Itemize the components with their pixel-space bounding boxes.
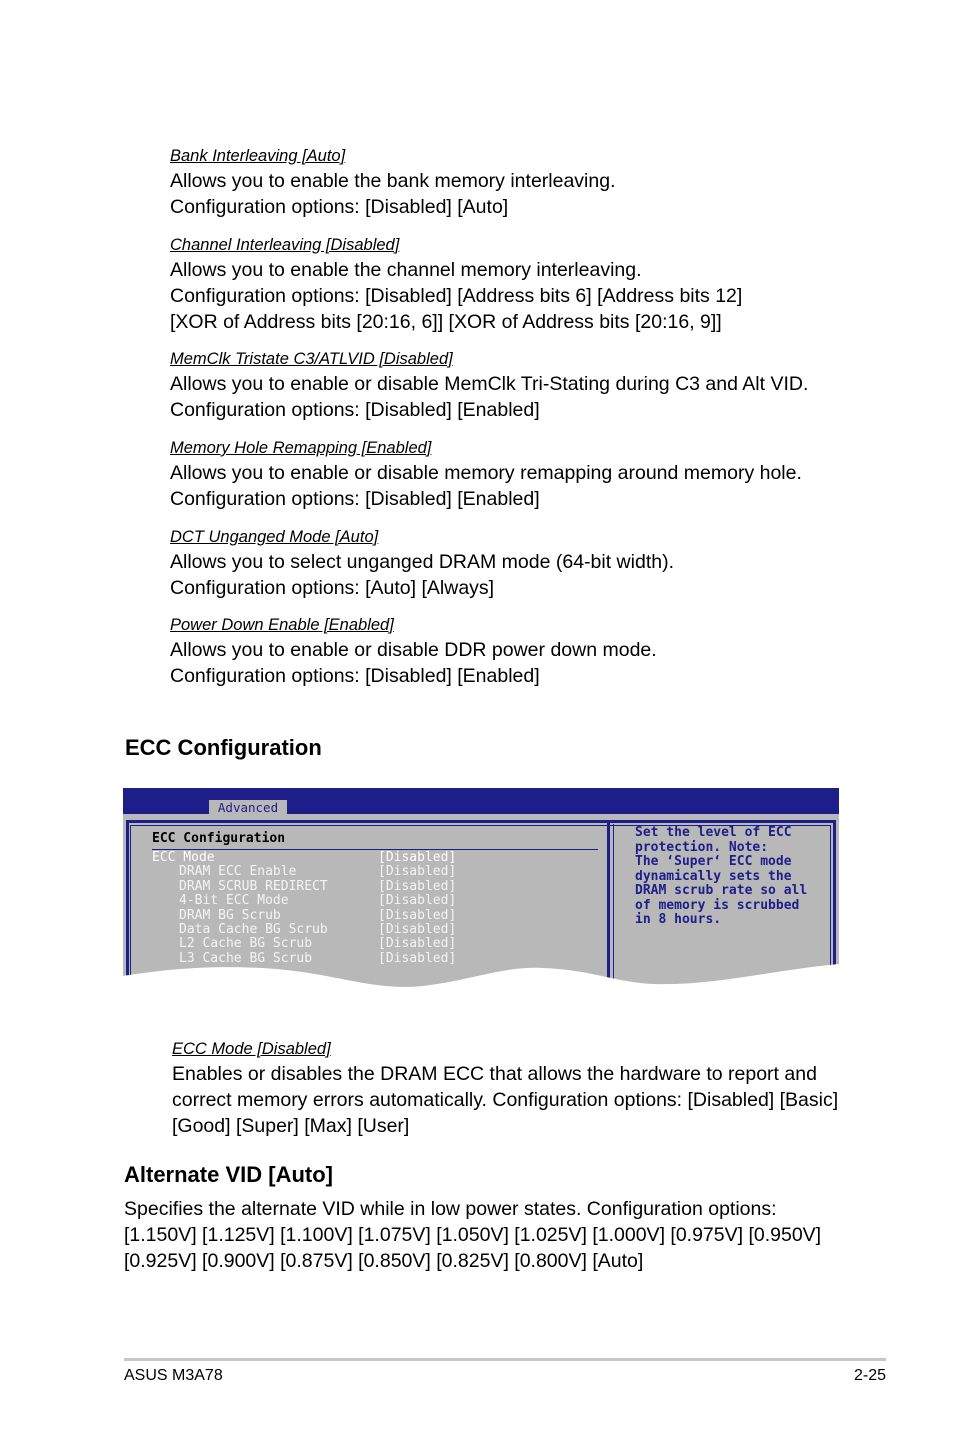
setting-value: [Disabled] — [378, 864, 457, 880]
setting-value: [Disabled] — [378, 850, 457, 865]
option-description: Allows you to select unganged DRAM mode (64-bit width). Configuration options: [Auto] [Always] — [170, 551, 674, 599]
bios-setting-data-cache-bg-scrub[interactable] — [152, 923, 592, 937]
bios-screenshot — [123, 788, 839, 1010]
bios-setting-ecc-mode[interactable] — [152, 851, 592, 865]
setting-label: DRAM ECC Enable — [179, 864, 297, 880]
option-dct-unganged-mode — [170, 527, 870, 601]
option-description: Allows you to enable or disable MemClk Tri-Stating during C3 and Alt VID. Configuration options: [Disabled] [Enabled] — [170, 373, 809, 421]
option-channel-interleaving — [170, 235, 870, 335]
footer-page-number: 2-25 — [853, 1367, 886, 1384]
setting-value: [Disabled] — [378, 950, 457, 966]
setting-label: L3 Cache BG Scrub — [179, 950, 313, 966]
bios-setting-dram-bg-scrub[interactable] — [152, 909, 592, 923]
option-title: Memory Hole Remapping [Enabled] — [170, 439, 432, 457]
option-title: Bank Interleaving [Auto] — [170, 147, 346, 165]
option-memory-hole-remapping — [170, 438, 870, 512]
alternate-vid-description: Specifies the alternate VID while in low power states. Configuration options: [1.150V] [1.125V] [1.100V] [1.075V] [1.050V] [1.025V] [1.000V] [0.975V] [0.950V] [0.925V] [0.900V] [0.875V] [0.850V] [0.825V] [0.800V] [Auto] — [124, 1198, 822, 1272]
setting-value: [Disabled] — [378, 921, 457, 937]
option-title: DCT Unganged Mode [Auto] — [170, 528, 379, 546]
ecc-configuration-heading: ECC Configuration — [125, 735, 322, 760]
setting-value: [Disabled] — [378, 936, 457, 952]
option-title: Power Down Enable [Enabled] — [170, 616, 394, 634]
setting-label: L2 Cache BG Scrub — [179, 936, 313, 952]
option-ecc-mode — [172, 1039, 872, 1139]
bios-help-text: Set the level of ECC protection. Note: The ‘Super‘ ECC mode dynamically sets the DRAM scrub rate so all of memory is scrubbed in 8 hours. — [635, 825, 808, 927]
tab-advanced[interactable]: Advanced — [209, 800, 287, 815]
option-description: Enables or disables the DRAM ECC that allows the hardware to report and correct memory errors automatically. Configuration options: [Disabled] [Basic] [Good] [Super] [Max] [User] — [172, 1063, 839, 1137]
option-bank-interleaving — [170, 146, 870, 220]
bios-setting-dram-scrub-redirect[interactable] — [152, 880, 592, 894]
option-description: Allows you to enable or disable memory remapping around memory hole. Configuration options: [Disabled] [Enabled] — [170, 462, 802, 510]
option-description: Allows you to enable the bank memory interleaving. Configuration options: [Disabled] [Auto] — [170, 170, 616, 218]
setting-label: DRAM BG Scrub — [179, 907, 281, 923]
bios-title-rule — [152, 849, 598, 850]
bios-section-title: ECC Configuration — [152, 831, 286, 846]
option-title: Channel Interleaving [Disabled] — [170, 236, 400, 254]
option-description: Allows you to enable or disable DDR power down mode. Configuration options: [Disabled] [Enabled] — [170, 639, 657, 687]
setting-label: ECC Mode — [152, 850, 215, 865]
option-power-down-enable — [170, 615, 870, 689]
option-memclk-tristate — [170, 349, 870, 423]
setting-label: Data Cache BG Scrub — [179, 921, 328, 937]
option-title: ECC Mode [Disabled] — [172, 1040, 331, 1058]
setting-label: DRAM SCRUB REDIRECT — [179, 878, 328, 894]
bios-settings-list — [152, 851, 592, 966]
setting-value: [Disabled] — [378, 893, 457, 909]
footer-model: ASUS M3A78 — [124, 1367, 223, 1384]
bios-setting-dram-ecc-enable[interactable] — [152, 865, 592, 879]
footer-rule — [124, 1358, 886, 1361]
option-description: Allows you to enable the channel memory interleaving. Configuration options: [Disabled] [Address bits 6] [Address bits 12] [XOR of Address bits [20:16, 6]] [XOR of Address bits [20:16, 9]] — [170, 259, 743, 333]
alternate-vid-heading: Alternate VID [Auto] — [124, 1162, 333, 1187]
setting-value: [Disabled] — [378, 878, 457, 894]
setting-label: 4-Bit ECC Mode — [179, 893, 289, 909]
torn-edge-graphic — [123, 964, 839, 1010]
setting-value: [Disabled] — [378, 907, 457, 923]
bios-setting-4bit-ecc-mode[interactable] — [152, 894, 592, 908]
option-title: MemClk Tristate C3/ATLVID [Disabled] — [170, 350, 453, 368]
bios-setting-l2-cache-bg-scrub[interactable] — [152, 937, 592, 951]
